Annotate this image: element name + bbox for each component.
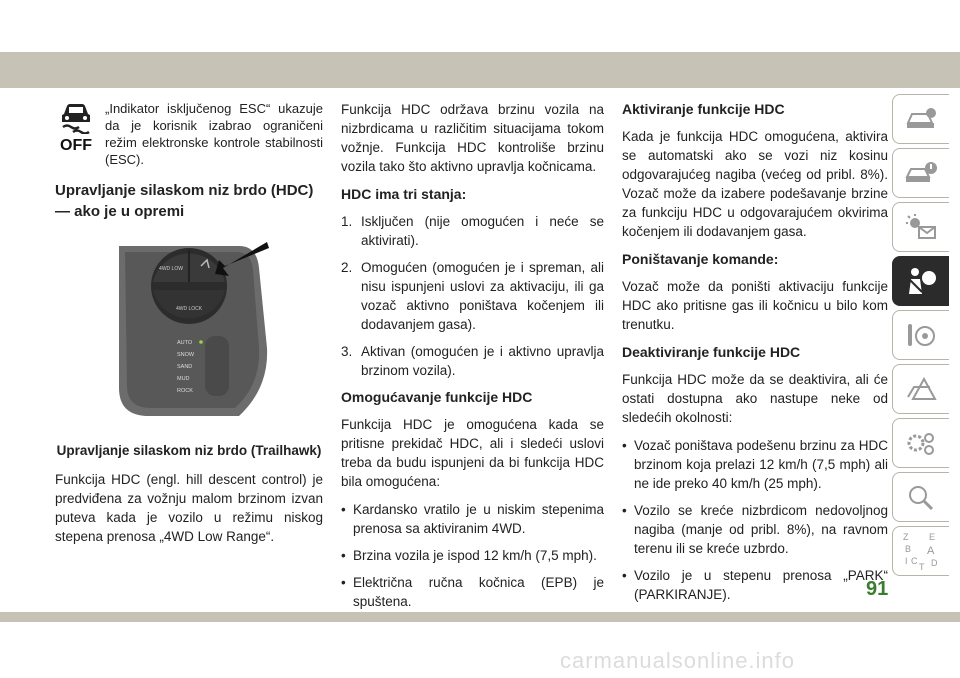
section-heading-hdc: Upravljanje silaskom niz brdo (HDC) — ako je u opremi xyxy=(55,182,314,220)
car-info-icon xyxy=(904,105,938,133)
states-heading: HDC ima tri stanja: xyxy=(341,186,467,202)
enable-heading: Omogućavanje funkcije HDC xyxy=(341,389,533,405)
activation-heading: Aktiviranje funkcije HDC xyxy=(622,101,785,117)
warning-car-icon xyxy=(904,159,938,187)
svg-text:A: A xyxy=(927,545,935,557)
right-column xyxy=(622,100,888,612)
list-item: 1. Isključen (nije omogućen i neće se aktivirati). xyxy=(341,214,604,248)
esc-off-icon xyxy=(55,100,97,156)
btn-4wd-low-label: 4WD LOW xyxy=(159,266,183,272)
list-item: 3. Aktivan (omogućen je i aktivno upravlja brzinom vozila). xyxy=(341,344,604,378)
list-item: 2. Omogućen (omogućen je i spreman, ali nisu ispunjeni uslovi za aktivaciju, ili ga vozač aktivno poništava kočenjem ili dodavanjem gasa). xyxy=(341,260,604,332)
cancel-text: Vozač može da poništi aktivaciju funkcije HDC ako pritisne gas ili kočnicu u bilo kom trenutku. xyxy=(622,279,888,332)
chapter-tabs xyxy=(892,94,950,580)
enable-text: Funkcija HDC je omogućena kada se pritisne prekidač HDC, ali i sledeći uslovi treba da budu ispunjeni da bi funkcija HDC bila omogućena: xyxy=(341,417,604,489)
mode-sand: SAND xyxy=(177,364,193,370)
svg-text:T: T xyxy=(919,562,925,572)
activation-text: Kada je funkcija HDC omogućena, aktivira se automatski ako se vozi niz kosinu odgovarajućeg nagiba (većeg od pribl. 8%). Vozač može da izabere podešavanje brzine za funkciju HDC u odgovarajućem okvirima kočenjem ili dodavanjem gasa. xyxy=(622,129,888,239)
middle-column xyxy=(341,100,604,646)
tab-seatbelt-airbag[interactable] xyxy=(892,256,949,306)
tab-steering-wrench[interactable] xyxy=(892,310,949,360)
svg-text:D: D xyxy=(931,558,938,568)
bullet: • xyxy=(622,568,627,583)
seatbelt-airbag-icon xyxy=(904,266,938,296)
svg-text:B: B xyxy=(905,544,912,554)
svg-text:I: I xyxy=(905,556,908,566)
bottom-margin xyxy=(0,622,960,678)
left-body-text: Funkcija HDC (engl. hill descent control) je predviđena za vožnju malom brzinom izvan puteva kada je vozilo u režimu niskog stepena prenosa „4WD Low Range“. xyxy=(55,472,323,544)
bullet: • xyxy=(341,502,346,517)
btn-4wd-lock-label: 4WD LOCK xyxy=(175,306,203,312)
off-label: OFF xyxy=(60,137,92,154)
bottom-band xyxy=(0,612,960,622)
list-item: • Vozač poništava podešenu brzinu za HDC brzinom koja prelazi 12 km/h (7,5 mph) ali ne ide preko 40 km/h (25 mph). xyxy=(622,438,888,491)
list-item: • Kardansko vratilo je u niskim stepenima prenosa sa aktiviranim 4WD. xyxy=(341,502,604,536)
alphabet-index-icon xyxy=(901,530,941,572)
page-number: 91 xyxy=(866,578,889,600)
tab-car-info[interactable] xyxy=(892,94,949,144)
states-list xyxy=(341,212,604,380)
svg-text:C: C xyxy=(911,556,918,566)
figure-caption: Upravljanje silaskom niz brdo (Trailhawk) xyxy=(56,443,322,458)
bullet: • xyxy=(622,438,627,453)
svg-text:E: E xyxy=(929,532,936,542)
hdc-switch-figure xyxy=(89,238,289,438)
left-column xyxy=(55,100,323,555)
svg-text:Z: Z xyxy=(903,532,909,542)
tab-warning-car[interactable] xyxy=(892,148,949,198)
intro-text: Funkcija HDC održava brzinu vozila na nizbrdicama u različitim situacijama tokom vožnje. Funkcija HDC kontroliše brzinu vozila tako što aktivno upravlja kočnicama. xyxy=(341,102,604,174)
deactivate-heading: Deaktiviranje funkcije HDC xyxy=(622,344,801,360)
lights-message-icon xyxy=(904,213,938,241)
esc-text: „Indikator isključenog ESC“ ukazuje da je korisnik izabrao ograničeni režim elektronske kontrole stabilnosti (ESC). xyxy=(105,101,323,167)
gears-icon xyxy=(904,429,938,457)
tab-gears[interactable] xyxy=(892,418,949,468)
bullet: • xyxy=(622,503,627,518)
top-band xyxy=(0,0,960,52)
esc-indicator-note xyxy=(55,100,323,168)
magnifier-wrench-icon xyxy=(904,483,938,511)
mode-snow: SNOW xyxy=(177,352,195,358)
bullet: • xyxy=(341,548,346,563)
tab-magnifier-wrench[interactable] xyxy=(892,472,949,522)
list-item: • Vozilo se kreće nizbrdicom nedovoljnog nagiba (manje od pribl. 8%), na ravnom terenu ili se kreće uzbrdo. xyxy=(622,503,888,556)
bullet: • xyxy=(341,575,346,590)
mode-mud: MUD xyxy=(177,376,190,382)
list-item: • Električna ručna kočnica (EPB) je spuštena. xyxy=(341,575,604,609)
watermark-text: carmanualsonline.info xyxy=(560,648,796,673)
tab-alphabet-index[interactable] xyxy=(892,526,949,576)
top-stripe xyxy=(0,52,960,88)
mode-rock: ROCK xyxy=(177,388,193,394)
deactivate-text: Funkcija HDC može da se deaktivira, ali će ostati dostupna ako nastupe neke od sledećih okolnosti: xyxy=(622,372,888,425)
tab-lights-message[interactable] xyxy=(892,202,949,252)
deactivate-list xyxy=(622,436,888,604)
tab-hazard[interactable] xyxy=(892,364,949,414)
list-item: • Vozilo je u stepenu prenosa „PARK“ (PARKIRANJE). xyxy=(622,568,888,602)
list-item: • Brzina vozila je ispod 12 km/h (7,5 mph). xyxy=(341,548,597,563)
mode-indicator-led xyxy=(199,340,203,344)
mode-auto: AUTO xyxy=(177,340,193,346)
steering-wrench-icon xyxy=(904,321,938,349)
hazard-triangle-icon xyxy=(904,375,938,403)
cancel-heading: Poništavanje komande: xyxy=(622,251,779,267)
skid-car-icon xyxy=(58,100,94,134)
